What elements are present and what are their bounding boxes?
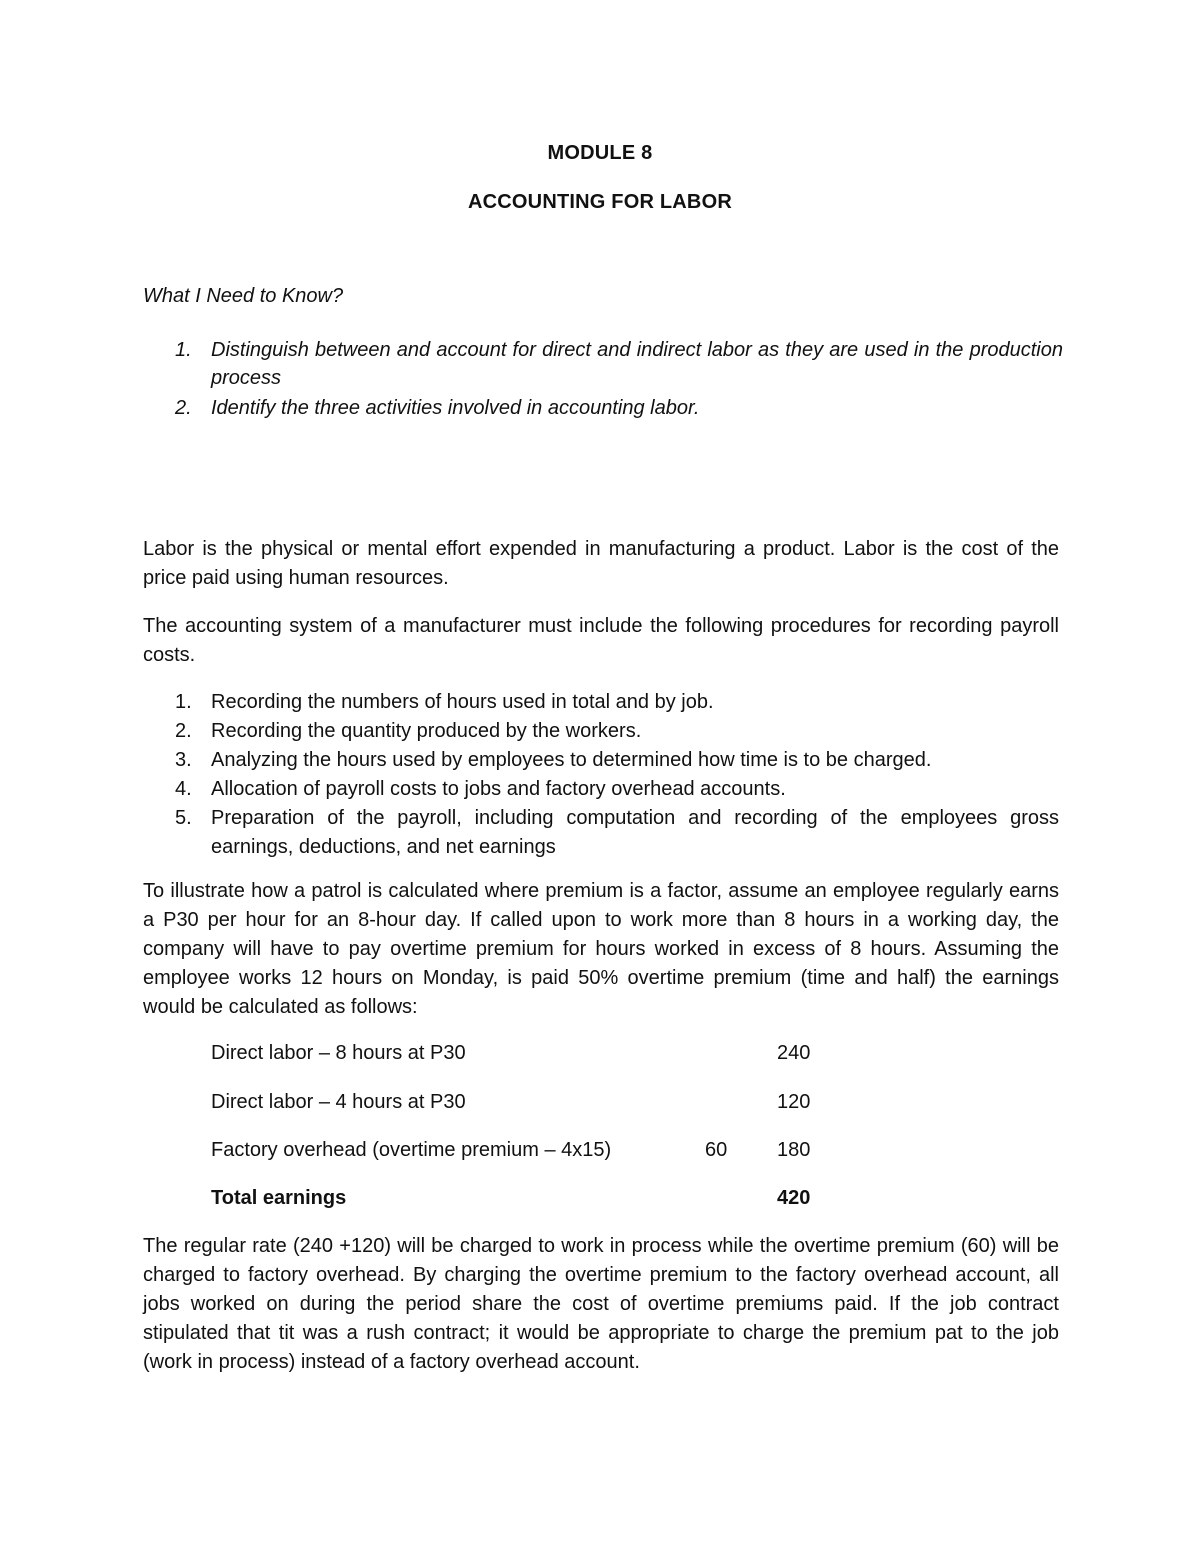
illustration-paragraph: To illustrate how a patrol is calculated where premium is a factor, assume an employee regularly earns a P30 per hour for an 8-hour day. If called upon to work more than 8 hours in a working day, the company will have to pay overtime premium for hours worked in excess of 8 hours. Assuming the employee works 12 hours on Monday, is paid 50% overtime premium (time and half) the earnings would be calculated as follows:	[143, 880, 1059, 1018]
regular-rate-paragraph: The regular rate (240 +120) will be charged to work in process while the overtime premium (60) will be charged to factory overhead. By charging the overtime premium to the factory overhead account, all jobs worked on during the period share the cost of overtime premiums paid. If the job contract stipulated that tit was a rush contract; it would be appropriate to charge the premium pat to the job (work in process) instead of a factory overhead account.	[143, 1235, 1059, 1373]
calc-description: Factory overhead (overtime premium – 4x15)	[211, 1139, 612, 1161]
calc-subamount: 60	[705, 1139, 728, 1161]
calculation-row	[211, 1042, 831, 1072]
labor-definition-paragraph: Labor is the physical or mental effort expended in manufacturing a product. Labor is the cost of the price paid using human resources.	[143, 538, 1059, 589]
accounting-system-paragraph: The accounting system of a manufacturer must include the following procedures for recording payroll costs.	[143, 615, 1059, 666]
calc-description: Direct labor – 4 hours at P30	[211, 1091, 466, 1113]
list-text: Preparation of the payroll, including computation and recording of the employees gross earnings, deductions, and net earnings	[211, 807, 1059, 858]
list-item	[143, 746, 1059, 775]
calculation-row	[211, 1091, 831, 1121]
objectives-heading: What I Need to Know?	[143, 285, 344, 307]
calc-description: Direct labor – 8 hours at P30	[211, 1042, 466, 1064]
calculation-row	[211, 1139, 831, 1169]
list-item	[143, 688, 1059, 717]
page-title: ACCOUNTING FOR LABOR	[468, 191, 732, 213]
calc-amount: 240	[777, 1042, 811, 1064]
list-item	[143, 804, 1059, 862]
list-text: Recording the numbers of hours used in total and by job.	[211, 691, 714, 713]
list-item	[143, 394, 1063, 422]
list-text: Distinguish between and account for direct and indirect labor as they are used in the production process	[211, 339, 1063, 389]
list-item	[143, 336, 1063, 392]
objectives-list	[143, 336, 1063, 424]
list-number: 3.	[175, 749, 192, 771]
list-number: 5.	[175, 807, 192, 829]
calculation-total-row	[211, 1187, 831, 1217]
list-number: 2.	[175, 397, 192, 419]
list-number: 1.	[175, 691, 192, 713]
list-text: Analyzing the hours used by employees to determined how time is to be charged.	[211, 749, 932, 771]
list-number: 1.	[175, 339, 192, 361]
calc-amount: 420	[777, 1187, 811, 1209]
list-item	[143, 775, 1059, 804]
procedures-list	[143, 688, 1059, 862]
list-number: 4.	[175, 778, 192, 800]
calc-amount: 180	[777, 1139, 811, 1161]
calc-amount: 120	[777, 1091, 811, 1113]
calc-description: Total earnings	[211, 1187, 347, 1209]
list-number: 2.	[175, 720, 192, 742]
module-number: MODULE 8	[547, 142, 653, 164]
list-text: Recording the quantity produced by the workers.	[211, 720, 642, 742]
list-text: Allocation of payroll costs to jobs and factory overhead accounts.	[211, 778, 786, 800]
list-text: Identify the three activities involved in accounting labor.	[211, 397, 700, 419]
list-item	[143, 717, 1059, 746]
